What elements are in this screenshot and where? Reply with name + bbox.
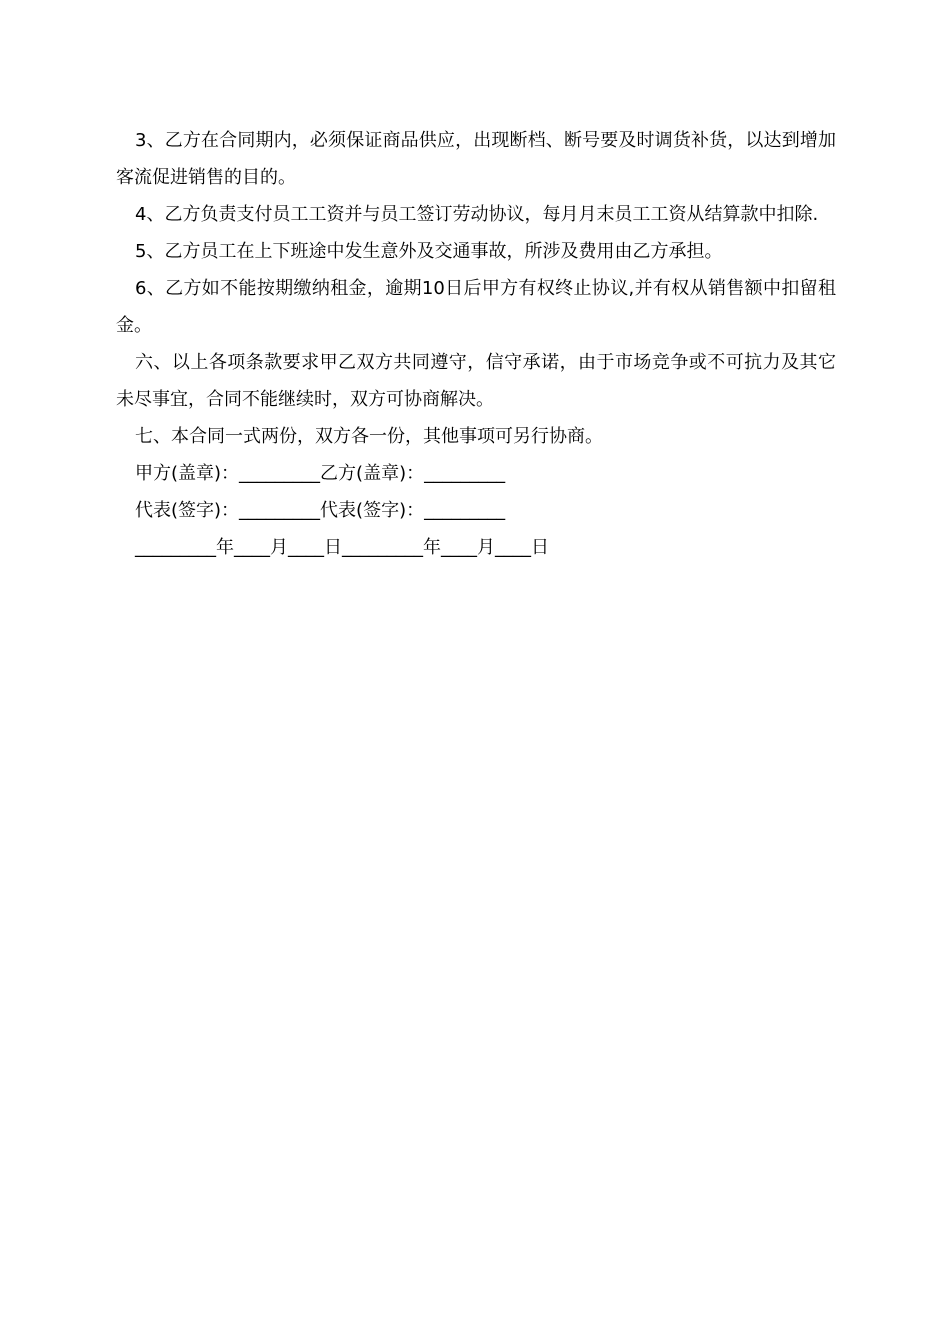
- clause-4: 4、乙方负责支付员工工资并与员工签订劳动协议，每月月末员工工资从结算款中扣除.: [135, 204, 819, 225]
- clause-5: 5、乙方员工在上下班途中发生意外及交通事故，所涉及费用由乙方承担。: [135, 241, 723, 262]
- clause-3: 3、乙方在合同期内，必须保证商品供应，出现断档、断号要及时调货补货，以达到增加客流促进销售的目的。: [116, 130, 836, 188]
- date-line: _________年____月____日_________年____月____日: [135, 537, 549, 558]
- section-7: 七、本合同一式两份，双方各一份，其他事项可另行协商。: [135, 426, 603, 447]
- clause-6: 6、乙方如不能按期缴纳租金，逾期10日后甲方有权终止协议,并有权从销售额中扣留租金。: [116, 278, 836, 336]
- document-body: [116, 122, 836, 566]
- representative-line: 代表(签字)：_________代表(签字)：_________: [135, 500, 506, 521]
- section-6: 六、以上各项条款要求甲乙双方共同遵守，信守承诺，由于市场竞争或不可抗力及其它未尽事宜，合同不能继续时，双方可协商解决。: [116, 352, 836, 410]
- seal-line: 甲方(盖章)：_________乙方(盖章)：_________: [135, 463, 506, 484]
